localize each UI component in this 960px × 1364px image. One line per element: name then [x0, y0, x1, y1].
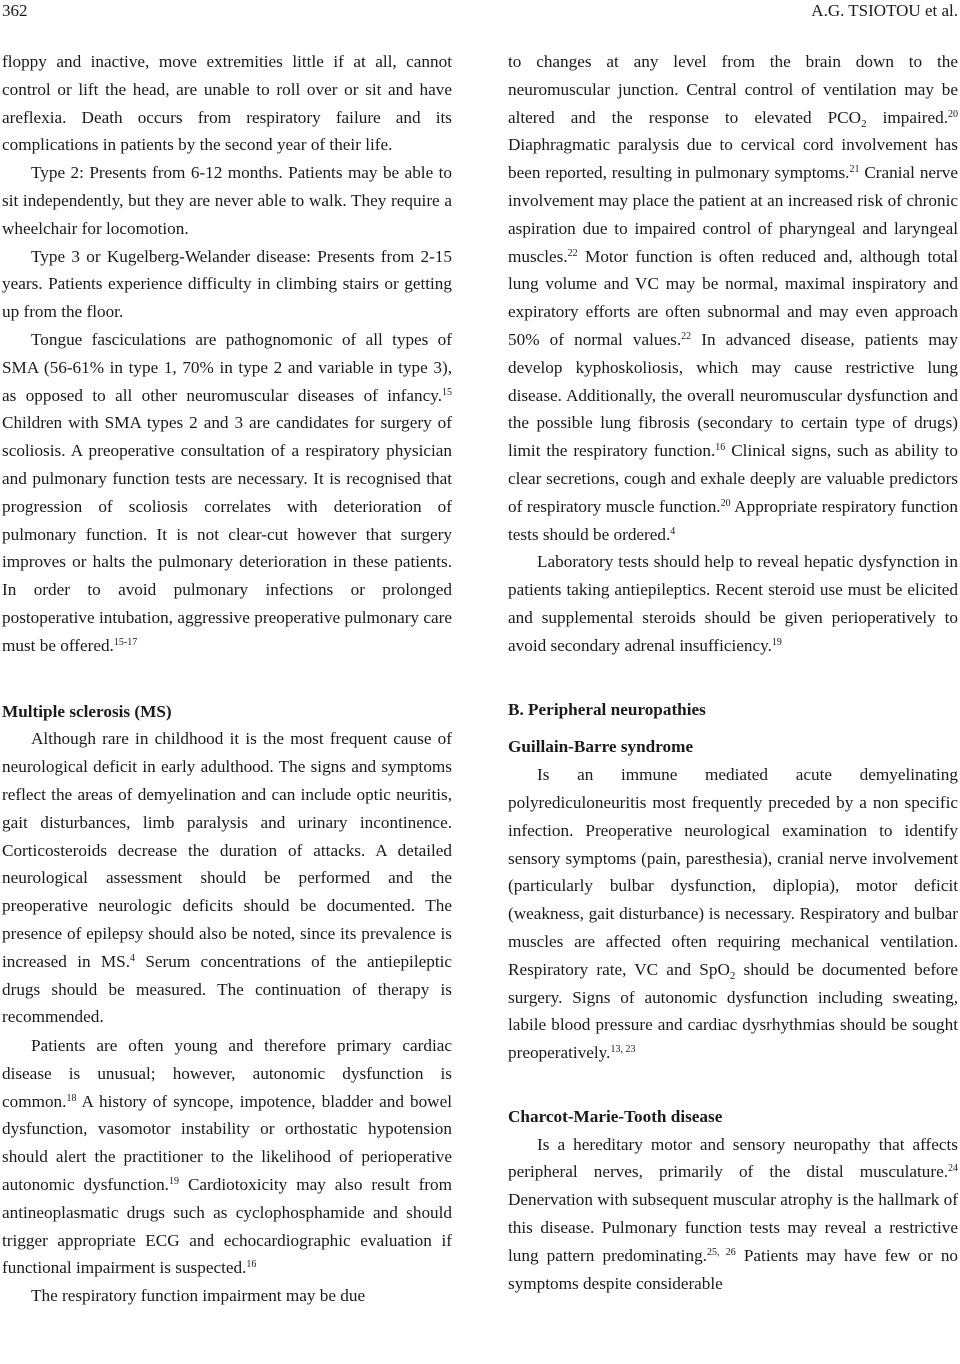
paragraph-charcot-marie-tooth: Is a hereditary motor and sensory neuropathy that affects peripheral nerves, primarily of the distal musculature.$^{24}$ Denervation with subsequent muscular atrophy is the hallmark of this disease. Pulmonary function tests may reveal a restrictive lung pattern predominating.$^{25, 26}$ Patients may have few or no symptoms despite considerable — [508, 1134, 959, 1293]
citation: 15-17 — [113, 636, 138, 648]
paragraph-ms-respiratory-start: The respiratory function impairment may be due — [31, 1286, 366, 1306]
citation: 21 — [849, 164, 860, 176]
citation: 16 — [246, 1259, 257, 1271]
citation: 20 — [720, 497, 731, 509]
citation: 16 — [715, 442, 726, 454]
citation: 4 — [130, 952, 136, 964]
citation: 18 — [66, 1092, 77, 1104]
right-column — [508, 48, 958, 1297]
paragraph-sma-type3: Type 3 or Kugelberg-Welander disease: Presents from 2-15 years. Patients experience difficulty in climbing stairs or getting up from the floor. — [2, 246, 452, 322]
citation: 15 — [442, 386, 452, 398]
paragraph-sma-type1: floppy and inactive, move extremities little if at all, cannot control or lift the head, are unable to roll over or sit and have areflexia. Death occurs from respiratory failure and its complications in patients by the second year of their life. — [2, 52, 452, 155]
paragraph-ms-overview: Although rare in childhood it is the most frequent cause of neurological deficit in early adulthood. The signs and symptoms reflect the areas of demyelination and can include optic neuritis, gait disturbances, limb paralysis and urinary incontinence. Corticosteroids decrease the duration of attacks. A detailed neurological assessment should be performed and the preoperative neurologic deficits should be documented. The presence of epilepsy should also be noted, since its prevalence is increased in MS.$^4$ Serum concentrations of the antiepileptic drugs should be measured. The continuation of therapy is recommended. — [2, 729, 453, 1027]
paragraph-guillain-barre: Is an immune mediated acute demyelinating polyrediculoneuritis most frequently preceded by a non specific infection. Preoperative neurological examination to identify sensory symptoms (pain, paresthesia), cranial nerve involvement (particularly bulbar dysfunction, diplopia), motor deficit (weakness, gait disturbance) is necessary. Respiratory and bulbar muscles are affected often requiring mechanical ventilation. Respiratory rate, VC and SpO$_2$ should be documented before surgery. Signs of autonomic dysfunction including sweating, labile blood pressure and cardiac dysrhythmias should be sought preoperatively.$^{13, 23}$ — [508, 765, 958, 1063]
running-head: A.G. TSIOTOU et al. — [811, 1, 958, 20]
paragraph-ms-respiratory-cont: to changes at any level from the brain down to the neuromuscular junction. Central control of ventilation may be altered and the response to elevated $PCO_2$ impaired.$^{20}$ Diaphragmatic paralysis due to cervical cord involvement has been reported, resulting in pulmonary symptoms.$^{21}$ Cranial nerve involvement may place the patient at an increased risk of chronic aspiration due to impaired control of pharyngeal and laryngeal muscles.$^{22}$ Motor function is often reduced and, although total lung volume and VC may be normal, maximal inspiratory and expiratory efforts are often subnormal and may even approach 50% of normal values.$^{22}$ In advanced disease, patients may develop kyphoskoliosis, which may cause restrictive lung disease. Additionally, the overall neuromuscular dysfunction and the possible lung fibrosis (secondary to certain type of drugs) limit the respiratory function.$^{16}$ Clinical signs, such as ability to clear secretions, cough and exhale deeply are valuable predictors of respiratory muscle function.$^{20}$ Appropriate respiratory function tests should be ordered.$^4$ — [508, 52, 958, 544]
citation: 4 — [670, 525, 676, 537]
citation: 25, 26 — [706, 1246, 736, 1258]
left-column — [2, 48, 452, 1310]
section-heading-peripheral-neuropathies: B. Peripheral neuropathies — [508, 699, 706, 719]
paragraph-ms-autonomic: Patients are often young and therefore primary cardiac disease is unusual; however, autonomic dysfunction is common.$^{18}$ A history of syncope, impotence, bladder and bowel dysfunction, vasomotor instability or orthostatic hypotension should alert the practitioner to the likelihood of perioperative autonomic dysfunction.$^{19}$ Cardiotoxicity may also result from antineoplasmatic drugs such as cyclophosphamide and should trigger appropriate ECG and echocardiographic evaluation if functional impairment is suspected.$^{16}$ — [2, 1036, 452, 1278]
page-header — [0, 0, 960, 22]
citation: 19 — [771, 636, 782, 648]
citation: 22 — [681, 330, 692, 342]
subsection-heading-guillain-barre: Guillain-Barre syndrome — [508, 737, 694, 757]
subsection-heading-charcot-marie-tooth: Charcot-Marie-Tooth disease — [508, 1106, 723, 1126]
paragraph-tongue-fasciculations: Tongue fasciculations are pathognomonic of all types of SMA (56-61% in type 1, 70% in type 2 and variable in type 3), as opposed to all other neuromuscular diseases of infancy.$^{15}$ Children with SMA types 2 and 3 are candidates for surgery of scoliosis. A preoperative consultation of a respiratory physician and pulmonary function tests are necessary. It is recognised that progression of scoliosis correlates with deterioration of pulmonary function. It is not clear-cut however that surgery improves or halts the pulmonary deterioration in these patients. In order to avoid pulmonary infections or prolonged postoperative intubation, aggressive preoperative pulmonary care must be offered.$^{15-17}$ — [2, 329, 452, 655]
paragraph-sma-type2: Type 2: Presents from 6-12 months. Patients may be able to sit independently, but they are never able to walk. They require a wheelchair for locomotion. — [2, 163, 452, 238]
citation: 22 — [567, 247, 578, 259]
page-number: 362 — [2, 1, 28, 20]
citation: 19 — [168, 1176, 179, 1188]
section-heading-multiple-sclerosis: Multiple sclerosis (MS) — [2, 701, 172, 721]
paragraph-ms-laboratory: Laboratory tests should help to reveal hepatic dysfynction in patients taking antiepileptics. Recent steroid use must be elicited and supplemental steroids should be given perioperatively to avoid secondary adrenal insufficiency.$^{19}$ — [508, 552, 958, 655]
citation: 24 — [948, 1163, 958, 1175]
citation: 20 — [948, 108, 958, 120]
citation: 13, 23 — [610, 1044, 636, 1056]
